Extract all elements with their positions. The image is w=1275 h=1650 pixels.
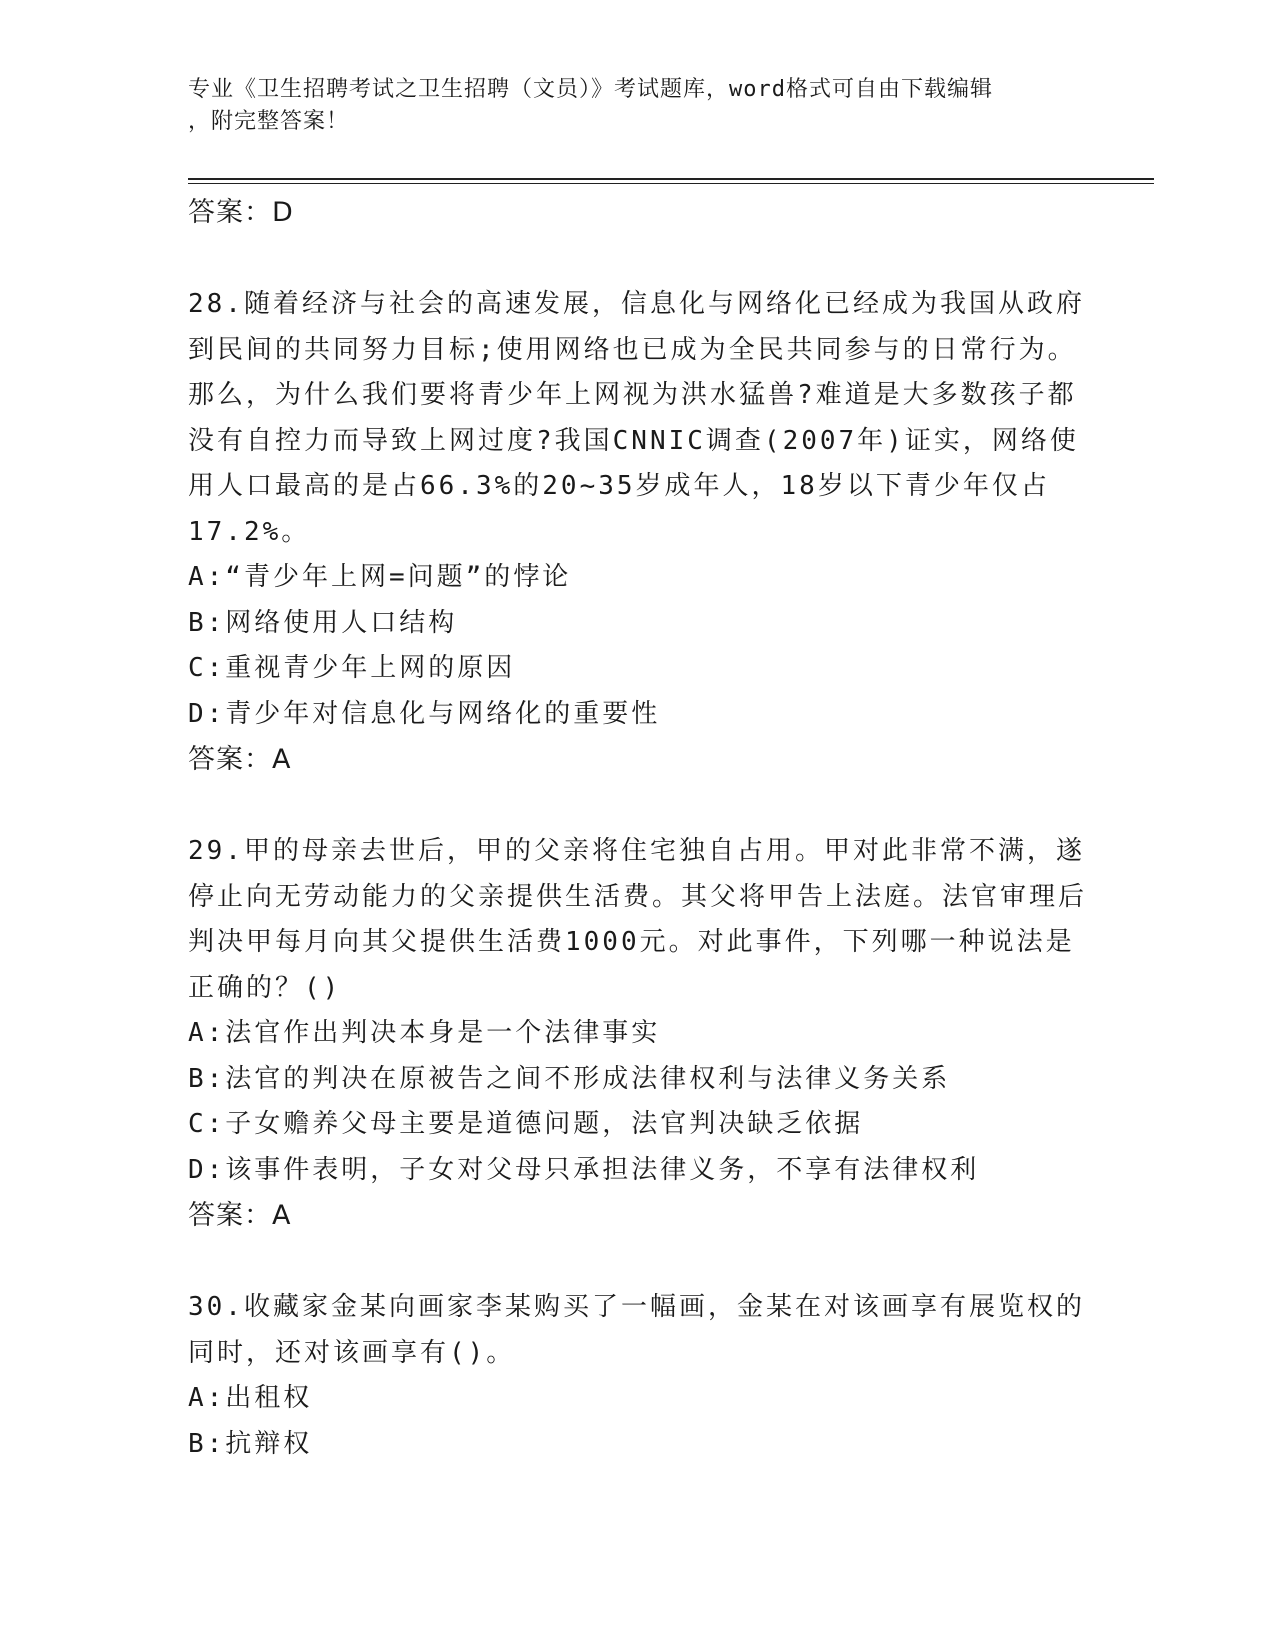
spacer: [188, 236, 1088, 282]
question-29-option-a: A:法官作出判决本身是一个法律事实: [188, 1018, 661, 1048]
question-28-text: 28.随着经济与社会的高速发展，信息化与网络化已经成为我国从政府到民间的共同努力目标;使用网络也已成为全民共同参与的日常行为。那么，为什么我们要将青少年上网视为洪水猛兽?难道是大多数孩子都没有自控力而导致上网过度?我国CNNIC调查(2007年)证实，网络使用人口最高的是占66.3%的20~35岁成年人，18岁以下青少年仅占17.2%。: [188, 289, 1085, 547]
question-29-option-c: C:子女赡养父母主要是道德问题，法官判决缺乏依据: [188, 1109, 864, 1139]
question-28-option-a: A:“青少年上网=问题”的悖论: [188, 562, 572, 592]
header-rule-thick: [188, 178, 1154, 180]
question-28: [188, 282, 1088, 783]
question-28-answer: 答案：A: [188, 744, 292, 775]
question-30-text: 30.收藏家金某向画家李某购买了一幅画，金某在对该画享有展览权的同时，还对该画享有()。: [188, 1292, 1085, 1368]
question-30-option-b: B:抗辩权: [188, 1428, 313, 1459]
answer-27: 答案：D: [188, 197, 294, 228]
question-29: [188, 829, 1088, 1239]
page-header: [188, 74, 1088, 138]
question-28-option-b: B:网络使用人口结构: [188, 607, 458, 638]
question-29-text: 29.甲的母亲去世后，甲的父亲将住宅独自占用。甲对此非常不满，遂停止向无劳动能力的父亲提供生活费。其父将甲告上法庭。法官审理后判决甲每月向其父提供生活费1000元。对此事件，下列哪一种说法是正确的？(): [188, 836, 1088, 1003]
spacer: [188, 1239, 1088, 1285]
header-line-2: ，附完整答案！: [188, 109, 350, 134]
header-line-1: 专业《卫生招聘考试之卫生招聘（文员）》考试题库，word格式可自由下载编辑: [188, 77, 993, 102]
question-29-answer: 答案：A: [188, 1200, 292, 1231]
spacer: [188, 783, 1088, 829]
header-rule-thin: [188, 183, 1154, 184]
question-29-option-b: B:法官的判决在原被告之间不形成法律权利与法律义务关系: [188, 1063, 951, 1094]
question-list: [188, 190, 1088, 1467]
question-29-option-d: D:该事件表明，子女对父母只承担法律义务，不享有法律权利: [188, 1154, 980, 1185]
question-30: [188, 1285, 1088, 1467]
question-28-option-d: D:青少年对信息化与网络化的重要性: [188, 698, 661, 729]
question-30-option-a: A:出租权: [188, 1383, 313, 1413]
question-28-option-c: C:重视青少年上网的原因: [188, 653, 516, 683]
